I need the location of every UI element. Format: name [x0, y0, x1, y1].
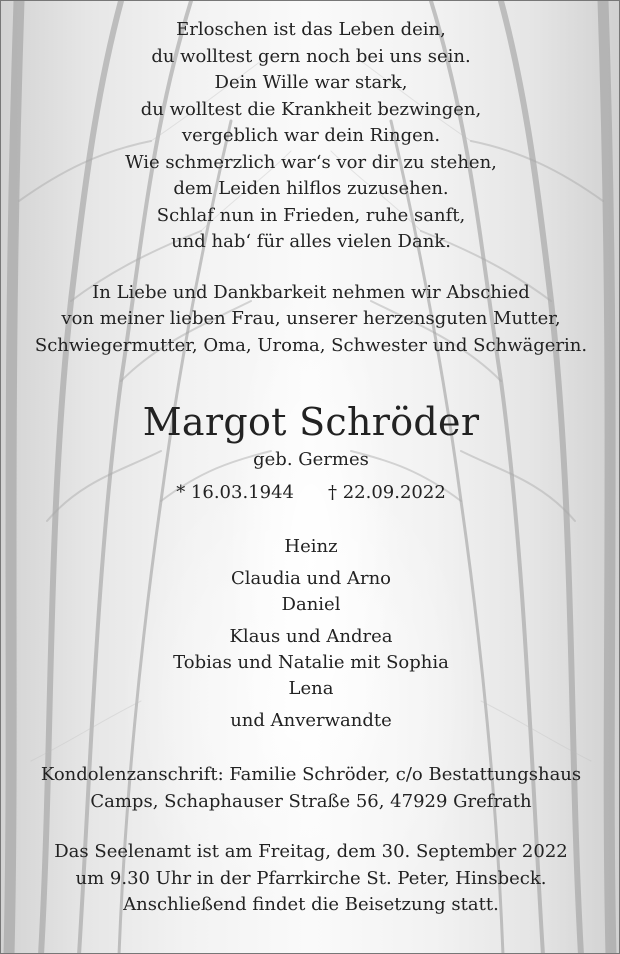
mourners-list: [1, 534, 620, 734]
deceased-name: Margot Schröder: [142, 400, 480, 444]
life-dates: [1, 480, 620, 506]
poem-line: Wie schmerzlich war‘s vor dir zu stehen,: [125, 151, 497, 173]
poem-line: du wolltest die Krankheit bezwingen,: [140, 98, 482, 120]
mourner-group: [1, 534, 620, 560]
poem-line: und hab‘ für alles vielen Dank.: [171, 231, 451, 252]
farewell-line: In Liebe und Dankbarkeit nehmen wir Abschied: [92, 281, 530, 303]
mourner-line: Tobias und Natalie mit Sophia: [173, 652, 449, 673]
mourner-line: Klaus und Andrea: [229, 626, 393, 647]
service-line: Das Seelenamt ist am Freitag, dem 30. September 2022: [54, 841, 568, 862]
mourner-line: Daniel: [281, 594, 341, 615]
farewell-line: von meiner lieben Frau, unserer herzensguten Mutter,: [61, 308, 561, 329]
poem-line: vergeblich war dein Ringen.: [181, 125, 441, 146]
mourner-group: [1, 566, 620, 618]
poem-line: Dein Wille war stark,: [214, 72, 408, 93]
death-date: † 22.09.2022: [328, 482, 446, 503]
farewell-statement: [1, 280, 620, 360]
condolence-line: Camps, Schaphauser Straße 56, 47929 Grefrath: [90, 790, 532, 812]
poem-line: dem Leiden hilflos zuzusehen.: [173, 178, 449, 199]
condolence-address: [1, 762, 620, 815]
mourner-group: [1, 624, 620, 702]
poem: [1, 17, 620, 256]
birth-date: * 16.03.1944: [176, 482, 294, 503]
mourner-line: Claudia und Arno: [230, 568, 392, 589]
mourner-line: Heinz: [284, 536, 338, 557]
maiden-name: geb. Germes: [253, 449, 369, 470]
service-line: um 9.30 Uhr in der Pfarrkirche St. Peter, Hinsbeck.: [75, 867, 547, 889]
service-line: Anschließend findet die Beisetzung statt.: [123, 894, 499, 915]
poem-line: du wolltest gern noch bei uns sein.: [151, 45, 471, 67]
condolence-line: Kondolenzanschrift: Familie Schröder, c/o Bestattungshaus: [40, 764, 582, 785]
poem-line: Erloschen ist das Leben dein,: [176, 19, 446, 40]
farewell-line: Schwiegermutter, Oma, Uroma, Schwester und Schwägerin.: [34, 334, 588, 356]
funeral-service-info: [1, 839, 620, 919]
mourner-line: Lena: [288, 678, 334, 699]
mourner-line: und Anverwandte: [230, 710, 392, 731]
poem-line: Schlaf nun in Frieden, ruhe sanft,: [156, 204, 466, 226]
mourner-group: [1, 708, 620, 734]
obituary-text: [1, 1, 620, 919]
